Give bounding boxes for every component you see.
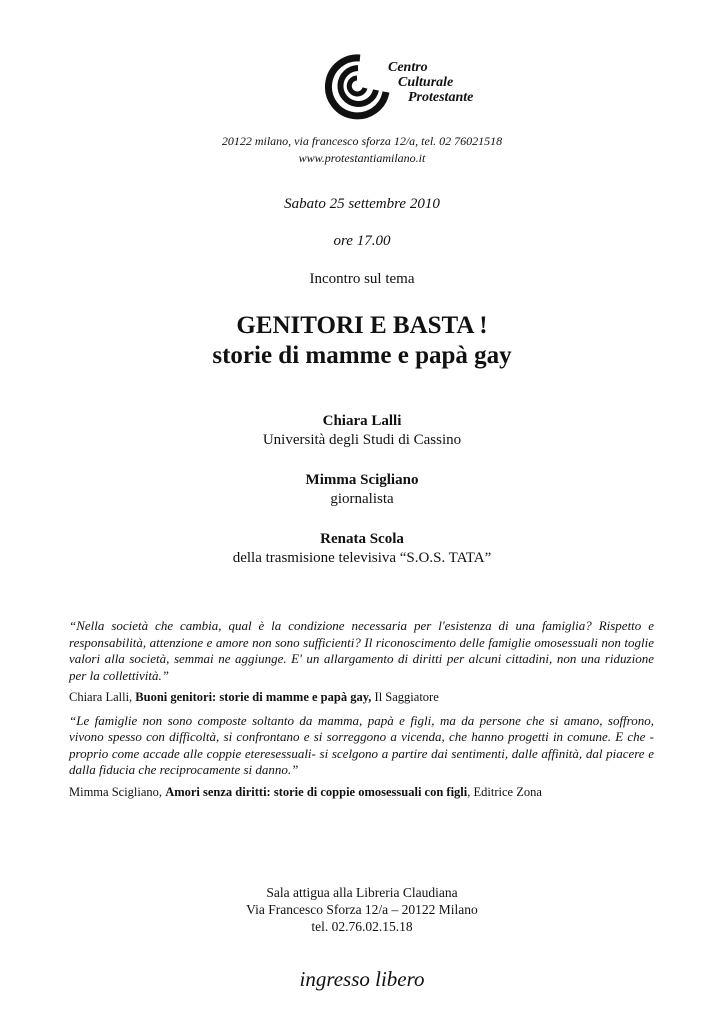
event-title: [0, 311, 724, 371]
quote-text: “Nella società che cambia, qual è la condizione necessaria per l'esistenza di una famiglia? Rispetto e responsabilità, attenzione e amore non sono sufficienti? Il riconoscimento delle famiglie omosessuali non toglie valori alla società, semmai ne aggiunge. E' un allargamento di diritti per alcuni cittadini, non una riduzione per la collettività.”: [69, 618, 654, 683]
org-name: [388, 60, 473, 105]
speaker: [0, 530, 724, 568]
quotes-section: [69, 618, 654, 807]
speaker-role: della trasmisione televisiva “S.O.S. TATA”: [232, 550, 492, 566]
speaker-name: Chiara Lalli: [322, 413, 402, 429]
venue-phone: tel. 02.76.02.15.18: [311, 919, 413, 934]
org-name-line: Culturale: [398, 75, 454, 90]
event-intro: Incontro sul tema: [309, 271, 415, 287]
speaker: [0, 412, 724, 450]
event-subtitle-line: storie di mamme e papà gay: [212, 342, 512, 369]
speaker-name: Renata Scola: [320, 531, 404, 547]
entry-note: ingresso libero: [299, 967, 425, 991]
citation-author: Chiara Lalli,: [69, 690, 136, 704]
quote-text: “Le famiglie non sono composte soltanto da mamma, papà e figli, ma da persone che si amano, soffrono, vivono spesso con difficoltà, si confrontano e si sorreggono a vicenda, che hanno progetti in comune. E che -proprio come accade alle coppie eteresessuali- si scelgono a partire dai sentimenti, dalle affinità, dal piacere e dalla fiducia che reciprocamente si danno.”: [69, 712, 654, 777]
logo-mark-icon: [320, 52, 390, 122]
citation-publisher: , Editrice Zona: [467, 784, 542, 799]
org-website: www.protestantiamilano.it: [298, 151, 426, 165]
citation-book: Buoni genitori: storie di mamme e papà gay,: [135, 690, 372, 704]
venue-info: [0, 884, 724, 935]
org-contact: [0, 133, 724, 167]
venue-name: Sala attigua alla Libreria Claudiana: [266, 885, 458, 900]
org-name-line: Protestante: [408, 90, 474, 105]
citation-publisher: Il Saggiatore: [371, 690, 439, 704]
org-logo: [320, 52, 500, 122]
speaker-role: Università degli Studi di Cassino: [262, 432, 462, 448]
org-address: 20122 milano, via francesco sforza 12/a, tel. 02 76021518: [221, 134, 503, 148]
event-time: ore 17.00: [333, 233, 391, 249]
citation-book: Amori senza diritti: storie di coppie omosessuali con figli: [165, 784, 468, 799]
org-name-line: Centro: [388, 60, 428, 75]
quote-citation: [69, 689, 654, 706]
event-date: Sabato 25 settembre 2010: [284, 196, 440, 212]
citation-author: Mimma Scigliano,: [69, 784, 166, 799]
venue-address: Via Francesco Sforza 12/a – 20122 Milano: [246, 902, 478, 917]
event-title-line: GENITORI E BASTA !: [236, 312, 488, 339]
speaker: [0, 471, 724, 509]
speaker-role: giornalista: [330, 491, 394, 507]
speaker-name: Mimma Scigliano: [305, 472, 419, 488]
quote-citation: [69, 784, 654, 801]
